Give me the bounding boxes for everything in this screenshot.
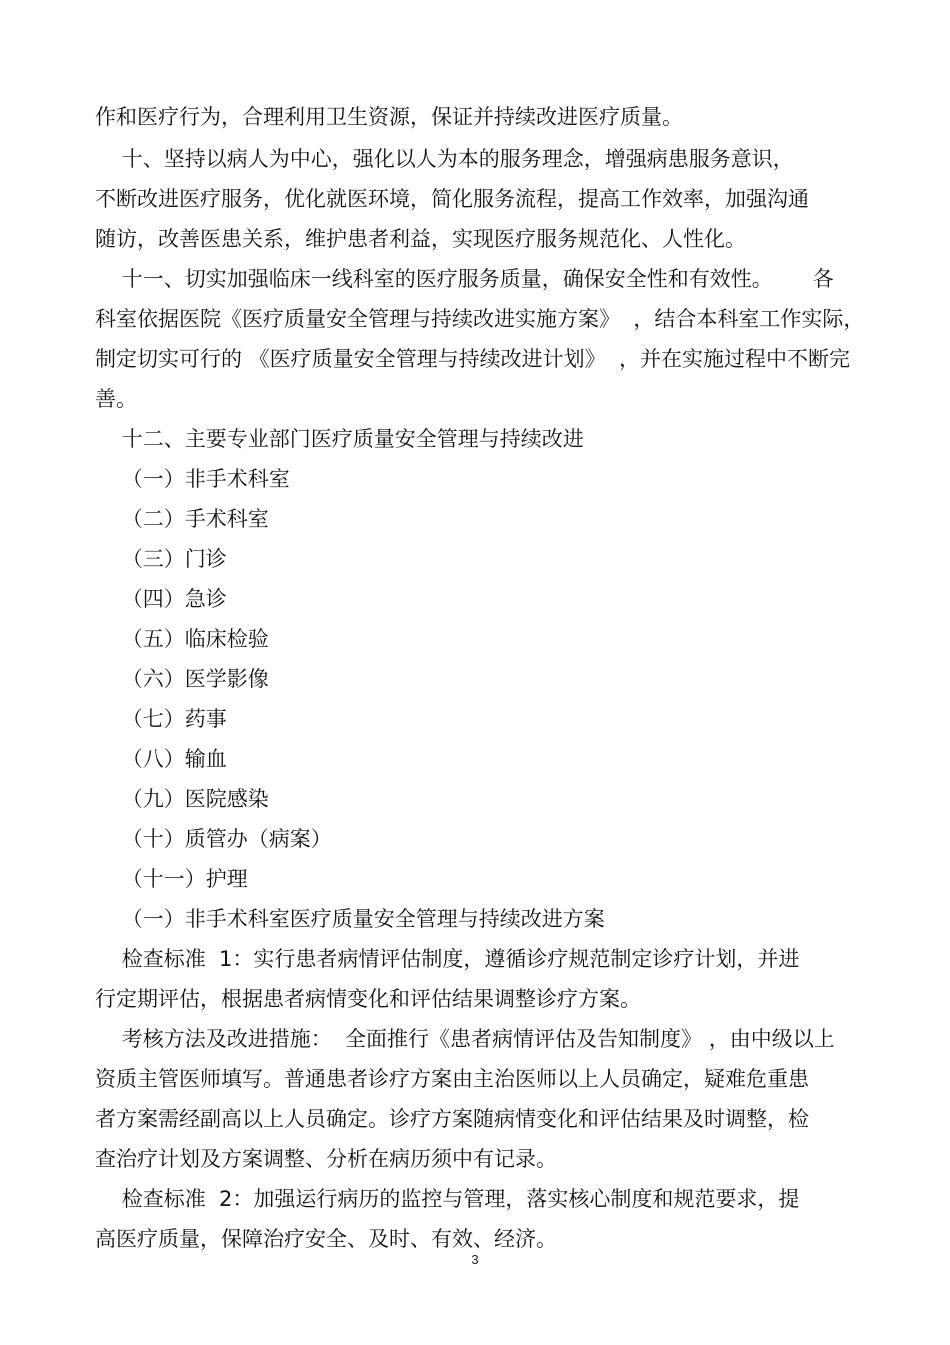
text-line: 科室依据医院《医疗质量安全管理与持续改进实施方案》 ，结合本科室工作实际， bbox=[95, 307, 865, 331]
list-item: （九）医院感染 bbox=[95, 787, 269, 811]
list-item: （十）质管办（病案） bbox=[95, 827, 332, 851]
list-item: （二）手术科室 bbox=[95, 507, 269, 531]
text-line: 十、坚持以病人为中心，强化以人为本的服务理念，增强病患服务意识， bbox=[95, 147, 794, 171]
list-item: （七）药事 bbox=[95, 707, 227, 731]
list-item: （八）输血 bbox=[95, 747, 227, 771]
text-line: 者方案需经副高以上人员确定。诊疗方案随病情变化和评估结果及时调整，检 bbox=[95, 1107, 809, 1131]
text-line: 查治疗计划及方案调整、分析在病历须中有记录。 bbox=[95, 1147, 557, 1171]
text-line: 不断改进医疗服务，优化就医环境，简化服务流程，提高工作效率，加强沟通 bbox=[95, 187, 809, 211]
text-line: 制定切实可行的 《医疗质量安全管理与持续改进计划》 ，并在实施过程中不断完 bbox=[95, 347, 851, 371]
text-line: 随访，改善医患关系，维护患者利益，实现医疗服务规范化、人性化。 bbox=[95, 227, 746, 251]
text-line: 十一、切实加强临床一线科室的医疗服务质量，确保安全性和有效性。 各 bbox=[95, 267, 834, 291]
text-line: 检查标准 1：实行患者病情评估制度，遵循诊疗规范制定诊疗计划，并进 bbox=[95, 947, 800, 971]
text-line: 资质主管医师填写。普通患者诊疗方案由主治医师以上人员确定，疑难危重患 bbox=[95, 1067, 809, 1091]
text-line: 高医疗质量，保障治疗安全、及时、有效、经济。 bbox=[95, 1227, 557, 1251]
section-heading: （一）非手术科室医疗质量安全管理与持续改进方案 bbox=[95, 907, 605, 931]
list-item: （一）非手术科室 bbox=[95, 467, 290, 491]
text-line: 善。 bbox=[95, 387, 137, 411]
text-line: 检查标准 2：加强运行病历的监控与管理，落实核心制度和规范要求，提 bbox=[95, 1187, 800, 1211]
list-item: （四）急诊 bbox=[95, 587, 227, 611]
text-line: 考核方法及改进措施： 全面推行《患者病情评估及告知制度》 ，由中级以上 bbox=[95, 1027, 835, 1051]
list-item: （十一）护理 bbox=[95, 867, 248, 891]
page-number: 3 bbox=[471, 1252, 479, 1267]
list-item: （五）临床检验 bbox=[95, 627, 269, 651]
list-item: （六）医学影像 bbox=[95, 667, 269, 691]
text-line: 十二、主要专业部门医疗质量安全管理与持续改进 bbox=[95, 427, 584, 451]
text-line: 作和医疗行为，合理利用卫生资源，保证并持续改进医疗质量。 bbox=[95, 105, 683, 129]
list-item: （三）门诊 bbox=[95, 547, 227, 571]
text-line: 行定期评估，根据患者病情变化和评估结果调整诊疗方案。 bbox=[95, 987, 641, 1011]
